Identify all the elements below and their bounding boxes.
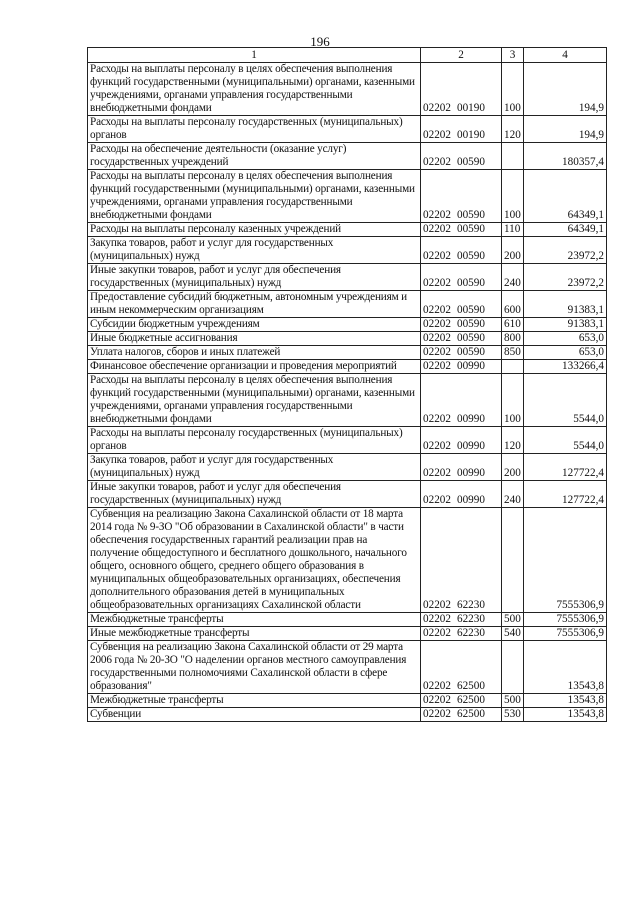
row-expense-type: 610 [502, 318, 524, 332]
row-code-section: 02202 [423, 209, 451, 221]
row-target-code [421, 332, 502, 346]
row-code-section: 02202 [423, 613, 451, 625]
row-code-section: 02202 [423, 494, 451, 506]
row-expense-type: 110 [502, 223, 524, 237]
table-row [88, 143, 607, 170]
row-code-article: 00590 [456, 209, 485, 221]
row-code-article: 00990 [456, 467, 485, 479]
row-target-code [421, 116, 502, 143]
row-target-code [421, 708, 502, 722]
row-code-article: 00990 [456, 413, 485, 425]
row-target-code [421, 223, 502, 237]
row-expense-type [502, 508, 524, 613]
table-row [88, 481, 607, 508]
row-amount: 5544,0 [524, 427, 607, 454]
row-target-code [421, 143, 502, 170]
row-target-code [421, 641, 502, 694]
row-amount: 7555306,9 [524, 627, 607, 641]
table-row [88, 318, 607, 332]
row-description: Расходы на выплаты персоналу в целях обеспечения выполнения функций государственными (муниципальными) органами, казенными учреждениями, органами управления государственными внебюджетными фондами [88, 170, 421, 223]
row-code-article: 00590 [456, 156, 485, 168]
table-row [88, 170, 607, 223]
row-code-section: 02202 [423, 332, 451, 344]
row-expense-type [502, 143, 524, 170]
row-amount: 133266,4 [524, 360, 607, 374]
row-amount: 13543,8 [524, 694, 607, 708]
row-description: Закупка товаров, работ и услуг для государственных (муниципальных) нужд [88, 237, 421, 264]
row-code-section: 02202 [423, 694, 451, 706]
row-description: Субсидии бюджетным учреждениям [88, 318, 421, 332]
row-target-code [421, 613, 502, 627]
budget-table [87, 47, 607, 722]
row-expense-type: 100 [502, 170, 524, 223]
row-code-article: 62230 [456, 627, 485, 639]
table-row [88, 63, 607, 116]
row-code-article: 00590 [456, 332, 485, 344]
row-target-code [421, 481, 502, 508]
row-amount: 23972,2 [524, 237, 607, 264]
row-code-section: 02202 [423, 680, 451, 692]
table-row [88, 613, 607, 627]
row-expense-type: 530 [502, 708, 524, 722]
row-amount: 5544,0 [524, 374, 607, 427]
row-description: Субвенции [88, 708, 421, 722]
row-description: Расходы на выплаты персоналу государственных (муниципальных) органов [88, 116, 421, 143]
table-row [88, 264, 607, 291]
row-target-code [421, 360, 502, 374]
row-code-article: 00990 [456, 440, 485, 452]
row-amount: 91383,1 [524, 291, 607, 318]
header-col-description: 1 [88, 48, 421, 63]
table-row [88, 360, 607, 374]
row-code-article: 62230 [456, 613, 485, 625]
row-description: Расходы на выплаты персоналу государственных (муниципальных) органов [88, 427, 421, 454]
table-row [88, 223, 607, 237]
row-target-code [421, 427, 502, 454]
row-description: Уплата налогов, сборов и иных платежей [88, 346, 421, 360]
row-description: Межбюджетные трансферты [88, 694, 421, 708]
row-description: Иные закупки товаров, работ и услуг для обеспечения государственных (муниципальных) нужд [88, 481, 421, 508]
row-target-code [421, 318, 502, 332]
row-expense-type: 800 [502, 332, 524, 346]
table-row [88, 237, 607, 264]
row-expense-type: 100 [502, 63, 524, 116]
row-target-code [421, 508, 502, 613]
table-row [88, 627, 607, 641]
row-description: Субвенция на реализацию Закона Сахалинской области от 29 марта 2006 года № 20-ЗО "О наделении органов местного самоуправления государственными полномочиями Сахалинской области в сфере образования" [88, 641, 421, 694]
row-code-article: 62500 [456, 708, 485, 720]
table-row [88, 694, 607, 708]
row-code-article: 00990 [456, 360, 485, 372]
row-amount: 7555306,9 [524, 508, 607, 613]
table-header-row [88, 48, 607, 63]
row-code-section: 02202 [423, 129, 451, 141]
row-description: Иные бюджетные ассигнования [88, 332, 421, 346]
row-amount: 127722,4 [524, 454, 607, 481]
row-code-article: 00190 [456, 129, 485, 141]
row-expense-type: 500 [502, 613, 524, 627]
row-code-section: 02202 [423, 223, 451, 235]
row-code-article: 62230 [456, 599, 485, 611]
table-body [88, 63, 607, 722]
row-target-code [421, 237, 502, 264]
row-amount: 180357,4 [524, 143, 607, 170]
row-amount: 64349,1 [524, 170, 607, 223]
row-amount: 91383,1 [524, 318, 607, 332]
row-expense-type: 200 [502, 237, 524, 264]
table-row [88, 508, 607, 613]
row-code-section: 02202 [423, 346, 451, 358]
row-expense-type: 240 [502, 481, 524, 508]
row-description: Расходы на выплаты персоналу казенных учреждений [88, 223, 421, 237]
table-row [88, 708, 607, 722]
row-amount: 23972,2 [524, 264, 607, 291]
row-expense-type: 540 [502, 627, 524, 641]
row-target-code [421, 291, 502, 318]
header-col-code: 2 [421, 48, 502, 63]
row-target-code [421, 170, 502, 223]
table-row [88, 427, 607, 454]
row-code-section: 02202 [423, 277, 451, 289]
row-code-article: 00590 [456, 318, 485, 330]
row-description: Закупка товаров, работ и услуг для государственных (муниципальных) нужд [88, 454, 421, 481]
row-code-section: 02202 [423, 708, 451, 720]
row-code-article: 00590 [456, 223, 485, 235]
row-expense-type: 240 [502, 264, 524, 291]
row-amount: 194,9 [524, 116, 607, 143]
row-description: Расходы на выплаты персоналу в целях обеспечения выполнения функций государственными (муниципальными) органами, казенными учреждениями, органами управления государственными внебюджетными фондами [88, 63, 421, 116]
row-amount: 64349,1 [524, 223, 607, 237]
row-target-code [421, 694, 502, 708]
row-code-article: 00590 [456, 304, 485, 316]
table-row [88, 374, 607, 427]
row-code-section: 02202 [423, 360, 451, 372]
row-amount: 194,9 [524, 63, 607, 116]
row-code-section: 02202 [423, 102, 451, 114]
row-description: Иные межбюджетные трансферты [88, 627, 421, 641]
header-col-amount: 4 [524, 48, 607, 63]
row-code-article: 62500 [456, 680, 485, 692]
row-code-section: 02202 [423, 467, 451, 479]
row-expense-type: 850 [502, 346, 524, 360]
row-expense-type: 600 [502, 291, 524, 318]
row-code-section: 02202 [423, 156, 451, 168]
row-code-article: 00590 [456, 250, 485, 262]
table-row [88, 291, 607, 318]
row-expense-type: 120 [502, 427, 524, 454]
row-description: Предоставление субсидий бюджетным, автономным учреждениям и иным некоммерческим организациям [88, 291, 421, 318]
row-code-section: 02202 [423, 413, 451, 425]
row-expense-type: 500 [502, 694, 524, 708]
row-description: Межбюджетные трансферты [88, 613, 421, 627]
table-row [88, 641, 607, 694]
row-target-code [421, 374, 502, 427]
row-code-article: 00190 [456, 102, 485, 114]
row-code-section: 02202 [423, 250, 451, 262]
row-target-code [421, 63, 502, 116]
table-row [88, 346, 607, 360]
row-target-code [421, 627, 502, 641]
page-number: 196 [310, 34, 330, 49]
row-code-section: 02202 [423, 318, 451, 330]
row-target-code [421, 264, 502, 291]
table-row [88, 332, 607, 346]
row-amount: 653,0 [524, 332, 607, 346]
row-target-code [421, 454, 502, 481]
row-expense-type: 120 [502, 116, 524, 143]
row-amount: 13543,8 [524, 708, 607, 722]
row-description: Финансовое обеспечение организации и проведения мероприятий [88, 360, 421, 374]
header-col-expense-type: 3 [502, 48, 524, 63]
row-code-section: 02202 [423, 304, 451, 316]
table-row [88, 454, 607, 481]
row-expense-type [502, 641, 524, 694]
row-code-article: 00590 [456, 277, 485, 289]
row-expense-type [502, 360, 524, 374]
table-row [88, 116, 607, 143]
row-expense-type: 200 [502, 454, 524, 481]
row-description: Иные закупки товаров, работ и услуг для обеспечения государственных (муниципальных) нужд [88, 264, 421, 291]
row-code-section: 02202 [423, 599, 451, 611]
row-description: Расходы на выплаты персоналу в целях обеспечения выполнения функций государственными (муниципальными) органами, казенными учреждениями, органами управления государственными внебюджетными фондами [88, 374, 421, 427]
row-amount: 13543,8 [524, 641, 607, 694]
row-target-code [421, 346, 502, 360]
row-code-section: 02202 [423, 440, 451, 452]
row-code-article: 00990 [456, 494, 485, 506]
row-code-article: 00590 [456, 346, 485, 358]
row-expense-type: 100 [502, 374, 524, 427]
row-description: Субвенция на реализацию Закона Сахалинской области от 18 марта 2014 года № 9-ЗО "Об образовании в Сахалинской области" в части обеспечения государственных гарантий реализации прав на получение общедоступного и бесплатного дошкольного, начального общего, основного общего, среднего общего образования в муниципальных общеобразовательных организациях, обеспечения дополнительного образования детей в муниципальных общеобразовательных организациях Сахалинской области [88, 508, 421, 613]
row-amount: 7555306,9 [524, 613, 607, 627]
row-amount: 653,0 [524, 346, 607, 360]
row-code-section: 02202 [423, 627, 451, 639]
row-description: Расходы на обеспечение деятельности (оказание услуг) государственных учреждений [88, 143, 421, 170]
row-amount: 127722,4 [524, 481, 607, 508]
row-code-article: 62500 [456, 694, 485, 706]
